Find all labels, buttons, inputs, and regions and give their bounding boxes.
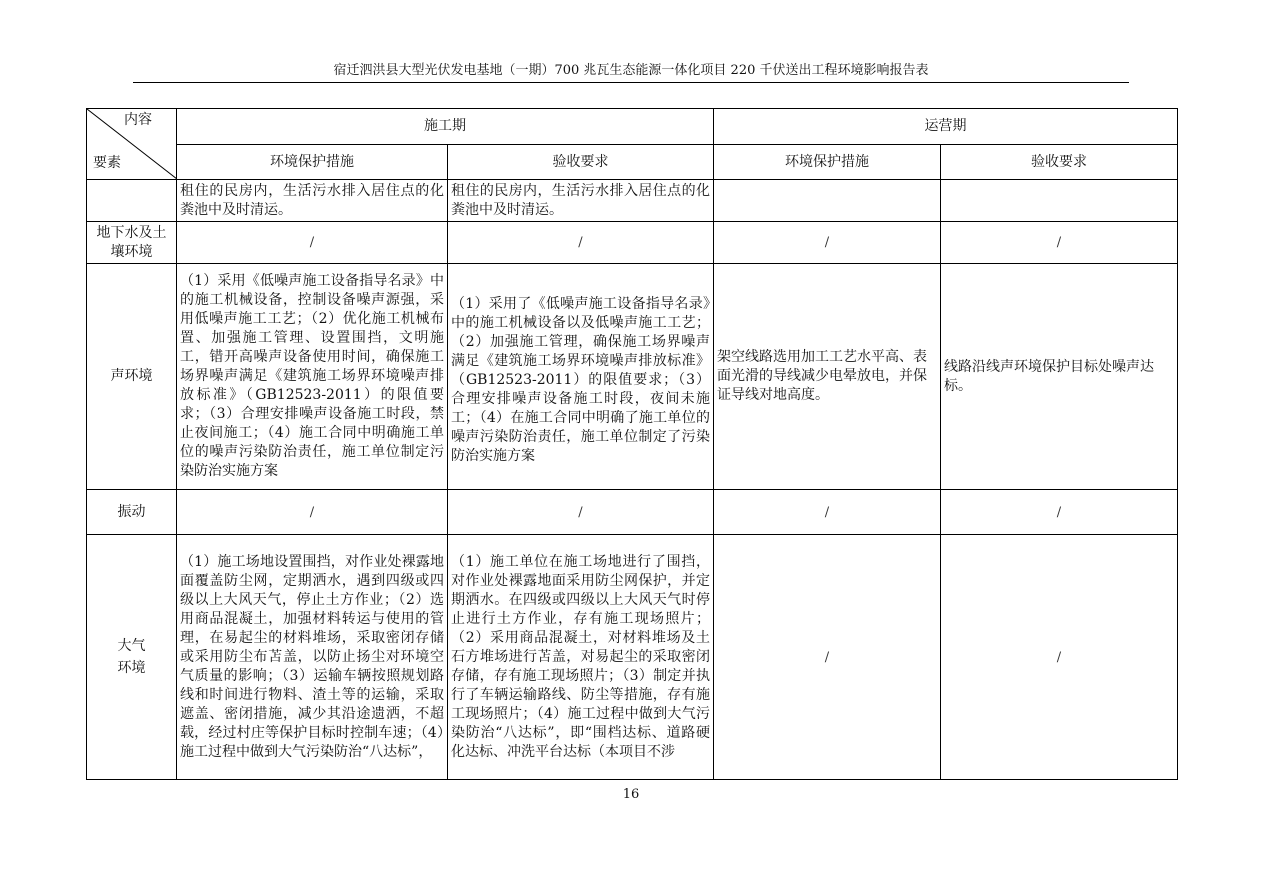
corner-content-label: 内容	[124, 112, 152, 128]
diagonal-header-cell	[87, 109, 177, 180]
operation-acceptance-cell: /	[941, 535, 1178, 780]
group-operation-header: 运营期	[714, 109, 1178, 145]
col-header-construction-measures: 环境保护措施	[177, 145, 448, 180]
corner-factor-label: 要素	[93, 155, 121, 171]
col-header-construction-acceptance: 验收要求	[448, 145, 714, 180]
table-row	[87, 535, 1178, 780]
construction-measures-cell: （1）采用《低噪声施工设备指导名录》中的施工机械设备，控制设备噪声源强，采用低噪声施工工艺；（2）优化施工机械布置、加强施工管理、设置围挡，文明施工，错开高噪声设备使用时间，确保施工场界噪声满足《建筑施工场界环境噪声排放标准》（GB12523-2011）的限值要求；（3）合理安排噪声设备施工时段，禁止夜间施工；（4）施工合同中明确施工单位的噪声污染防治责任，施工单位制定污染防治实施方案	[177, 264, 448, 490]
factor-cell	[87, 535, 177, 780]
factor-cell	[87, 180, 177, 222]
operation-acceptance-cell: /	[941, 222, 1178, 264]
operation-measures-cell: /	[714, 535, 941, 780]
page-number: 16	[622, 787, 640, 802]
factor-cell: 振动	[87, 490, 177, 535]
factor-label: 大气环境	[117, 638, 146, 676]
operation-acceptance-cell	[941, 180, 1178, 222]
environmental-measures-table	[86, 108, 1178, 780]
operation-acceptance-cell: /	[941, 490, 1178, 535]
construction-acceptance-cell: /	[448, 222, 714, 264]
group-construction-header: 施工期	[177, 109, 714, 145]
construction-measures-cell: 租住的民房内，生活污水排入居住点的化粪池中及时清运。	[177, 180, 448, 222]
construction-acceptance-cell: （1）施工单位在施工场地进行了围挡，对作业处裸露地面采用防尘网保护，并定期洒水。在四级或四级以上大风天气时停止进行土方作业，存有施工现场照片；（2）采用商品混凝土，对材料堆场及土石方堆场进行苫盖，对易起尘的采取密闭存储，存有施工现场照片；（3）制定并执行了车辆运输路线、防尘等措施，存有施工现场照片；（4）施工过程中做到大气污染防治“八达标”，即“围档达标、道路硬化达标、冲洗平台达标（本项目不涉	[448, 535, 714, 780]
table-row	[87, 490, 1178, 535]
table-row	[87, 222, 1178, 264]
operation-measures-cell: 架空线路选用加工工艺水平高、表面光滑的导线减少电晕放电，并保证导线对地高度。	[714, 264, 941, 490]
operation-acceptance-cell: 线路沿线声环境保护目标处噪声达标。	[941, 264, 1178, 490]
operation-measures-cell	[714, 180, 941, 222]
factor-cell: 声环境	[87, 264, 177, 490]
operation-measures-cell: /	[714, 490, 941, 535]
construction-acceptance-cell: /	[448, 490, 714, 535]
table-row	[87, 180, 1178, 222]
document-header: 宿迁泗洪县大型光伏发电基地（一期）700 兆瓦生态能源一体化项目 220 千伏送出工程环境影响报告表	[333, 63, 929, 78]
construction-measures-cell: /	[177, 222, 448, 264]
col-header-operation-acceptance: 验收要求	[941, 145, 1178, 180]
operation-measures-cell: /	[714, 222, 941, 264]
table-row	[87, 264, 1178, 490]
factor-cell: 地下水及土壤环境	[87, 222, 177, 264]
construction-acceptance-cell: 租住的民房内，生活污水排入居住点的化粪池中及时清运。	[448, 180, 714, 222]
col-header-operation-measures: 环境保护措施	[714, 145, 941, 180]
construction-measures-cell: （1）施工场地设置围挡，对作业处裸露地面覆盖防尘网，定期洒水，遇到四级或四级以上大风天气，停止土方作业；（2）选用商品混凝土，加强材料转运与使用的管理，在易起尘的材料堆场，采取密闭存储或采用防尘布苫盖，以防止扬尘对环境空气质量的影响；（3）运输车辆按照规划路线和时间进行物料、渣土等的运输，采取遮盖、密闭措施，减少其沿途遗洒，不超载，经过村庄等保护目标时控制车速；（4）施工过程中做到大气污染防治“八达标”，	[177, 535, 448, 780]
construction-acceptance-cell: （1）采用了《低噪声施工设备指导名录》中的施工机械设备以及低噪声施工工艺；（2）加强施工管理，确保施工场界噪声满足《建筑施工场界环境噪声排放标准》（GB12523-2011）的限值要求；（3）合理安排噪声设备施工时段，夜间未施工；（4）在施工合同中明确了施工单位的噪声污染防治责任，施工单位制定了污染防治实施方案	[448, 264, 714, 490]
header-rule	[133, 82, 1129, 83]
construction-measures-cell: /	[177, 490, 448, 535]
